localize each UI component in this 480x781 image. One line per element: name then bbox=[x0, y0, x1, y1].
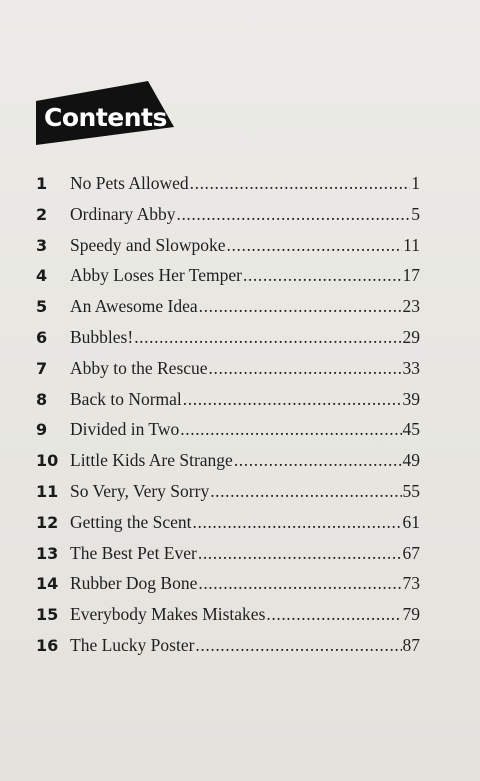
chapter-number: 11 bbox=[36, 481, 59, 501]
chapter-number: 5 bbox=[36, 297, 48, 317]
dot-leader bbox=[180, 419, 401, 440]
chapter-number: 14 bbox=[36, 574, 59, 594]
dot-leader bbox=[209, 358, 402, 379]
toc-row bbox=[36, 296, 420, 327]
toc-row bbox=[36, 235, 420, 266]
dot-leader bbox=[234, 450, 402, 471]
chapter-number: 16 bbox=[36, 635, 59, 655]
chapter-page-number: 45 bbox=[402, 419, 420, 440]
page-title: Contents bbox=[44, 103, 167, 132]
dot-leader bbox=[227, 235, 403, 256]
chapter-page-number: 11 bbox=[403, 234, 420, 255]
chapter-page-number: 23 bbox=[402, 296, 420, 317]
toc-row bbox=[36, 265, 420, 296]
chapter-page-number: 87 bbox=[402, 634, 420, 655]
toc-row bbox=[36, 481, 420, 512]
chapter-number: 2 bbox=[36, 204, 48, 224]
chapter-title: Divided in Two bbox=[70, 419, 180, 440]
chapter-title: An Awesome Idea bbox=[70, 296, 198, 317]
chapter-title: Everybody Makes Mistakes bbox=[70, 604, 266, 625]
toc-row bbox=[36, 543, 420, 574]
chapter-title: Abby Loses Her Temper bbox=[70, 265, 242, 286]
chapter-title: Speedy and Slowpoke bbox=[70, 234, 226, 255]
chapter-number: 7 bbox=[36, 358, 48, 378]
chapter-page-number: 39 bbox=[402, 388, 420, 409]
table-of-contents bbox=[36, 173, 420, 666]
chapter-page-number: 79 bbox=[402, 604, 420, 625]
chapter-title: Bubbles! bbox=[70, 326, 134, 347]
toc-row bbox=[36, 604, 420, 635]
chapter-page-number: 67 bbox=[402, 542, 420, 563]
chapter-page-number: 55 bbox=[402, 480, 420, 501]
chapter-page-number: 49 bbox=[402, 450, 420, 471]
chapter-number: 4 bbox=[36, 266, 48, 286]
toc-row bbox=[36, 635, 420, 666]
toc-row bbox=[36, 358, 420, 389]
contents-heading-badge bbox=[36, 81, 186, 145]
chapter-title: Getting the Scent bbox=[70, 511, 192, 532]
dot-leader bbox=[266, 604, 401, 625]
toc-row bbox=[36, 389, 420, 420]
chapter-title: No Pets Allowed bbox=[70, 173, 189, 193]
chapter-title: Abby to the Rescue bbox=[70, 357, 208, 378]
chapter-title: Ordinary Abby bbox=[70, 203, 176, 224]
chapter-number: 8 bbox=[36, 389, 48, 409]
chapter-title: The Best Pet Ever bbox=[70, 542, 197, 563]
chapter-number: 15 bbox=[36, 605, 59, 625]
chapter-title: Rubber Dog Bone bbox=[70, 573, 198, 594]
chapter-number: 9 bbox=[36, 420, 48, 440]
toc-row bbox=[36, 512, 420, 543]
dot-leader bbox=[198, 543, 402, 564]
toc-row bbox=[36, 450, 420, 481]
dot-leader bbox=[210, 481, 401, 502]
chapter-page-number: 1 bbox=[411, 173, 420, 193]
toc-row bbox=[36, 173, 420, 204]
toc-row bbox=[36, 327, 420, 358]
chapter-number: 10 bbox=[36, 451, 59, 471]
dot-leader bbox=[243, 265, 402, 286]
toc-row bbox=[36, 573, 420, 604]
chapter-page-number: 29 bbox=[402, 326, 420, 347]
dot-leader bbox=[195, 635, 401, 656]
dot-leader bbox=[199, 296, 402, 317]
toc-row bbox=[36, 204, 420, 235]
dot-leader bbox=[176, 204, 410, 225]
toc-row bbox=[36, 419, 420, 450]
chapter-title: Little Kids Are Strange bbox=[70, 450, 233, 471]
chapter-title: The Lucky Poster bbox=[70, 634, 195, 655]
chapter-page-number: 33 bbox=[402, 357, 420, 378]
dot-leader bbox=[183, 389, 402, 410]
chapter-page-number: 17 bbox=[402, 265, 420, 286]
chapter-number: 12 bbox=[36, 512, 59, 532]
chapter-page-number: 73 bbox=[402, 573, 420, 594]
chapter-page-number: 61 bbox=[402, 511, 420, 532]
chapter-page-number: 5 bbox=[411, 203, 420, 224]
chapter-number: 13 bbox=[36, 543, 59, 563]
chapter-title: Back to Normal bbox=[70, 388, 182, 409]
chapter-title: So Very, Very Sorry bbox=[70, 480, 210, 501]
dot-leader bbox=[198, 573, 401, 594]
dot-leader bbox=[134, 327, 401, 348]
chapter-number: 1 bbox=[36, 174, 48, 193]
dot-leader bbox=[190, 173, 411, 194]
chapter-number: 6 bbox=[36, 327, 48, 347]
dot-leader bbox=[193, 512, 402, 533]
chapter-number: 3 bbox=[36, 235, 48, 255]
